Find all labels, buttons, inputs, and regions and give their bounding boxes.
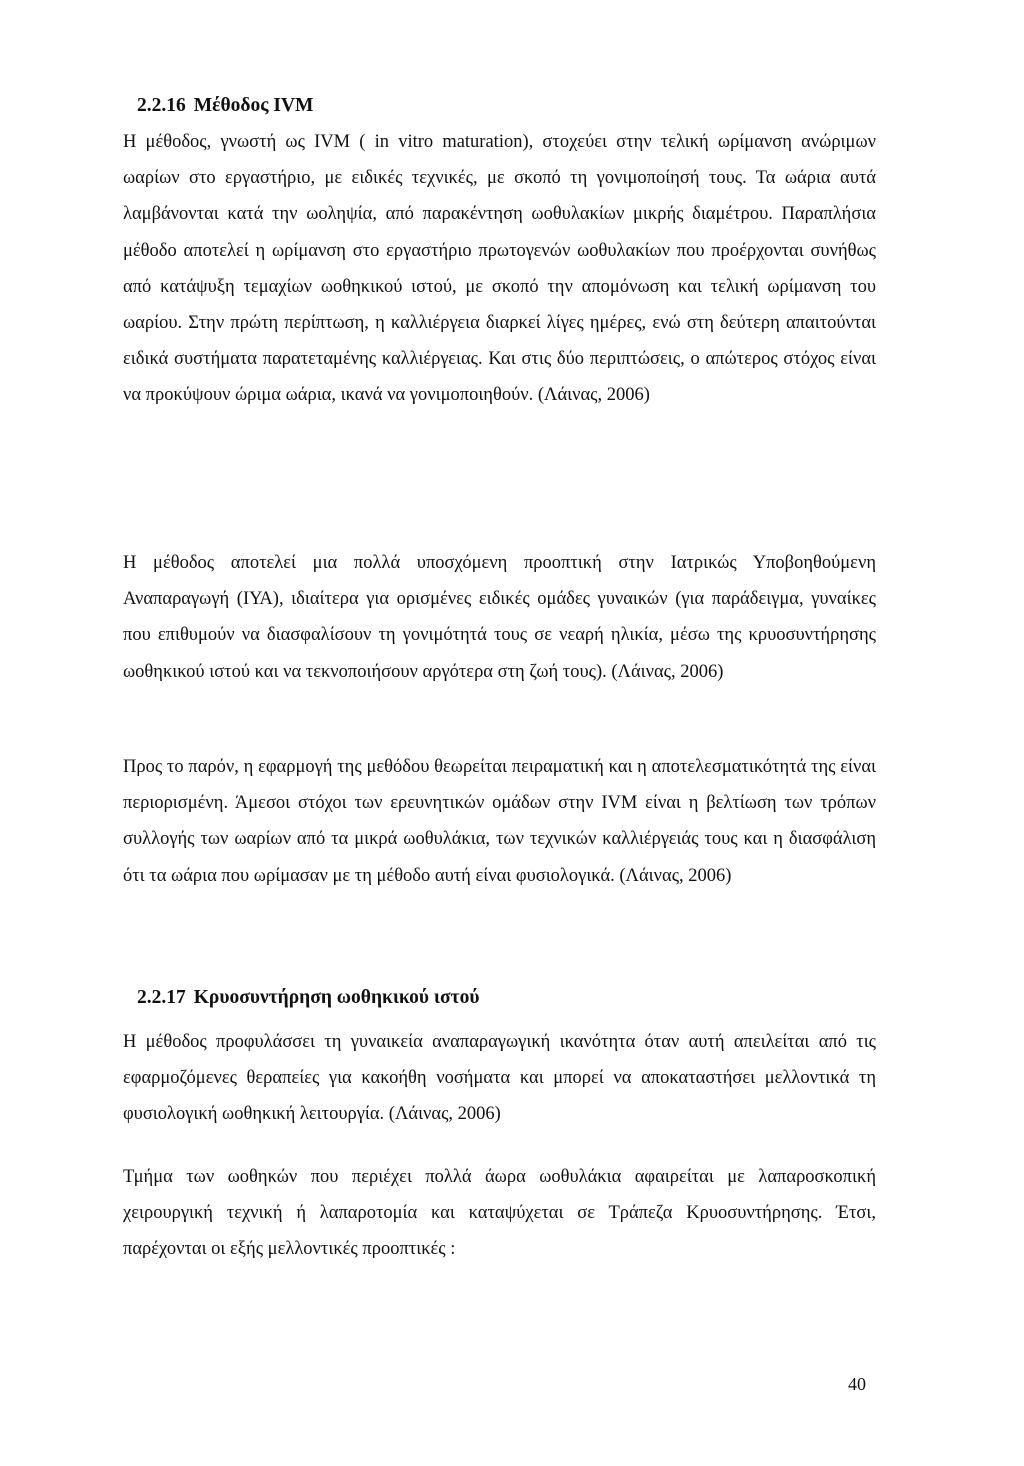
section-number: 2.2.17: [137, 987, 186, 1008]
page-number: 40: [848, 1374, 866, 1394]
section-title: Μέθοδος IVM: [193, 95, 314, 116]
section-number: 2.2.16: [137, 95, 186, 116]
section-title: Κρυοσυντήρηση ωοθηκικού ιστού: [193, 987, 480, 1008]
section-heading-ivm: [137, 94, 313, 118]
paragraph-cryopreservation-procedure: Τμήμα των ωοθηκών που περιέχει πολλά άωρα ωοθυλάκια αφαιρείται με λαπαροσκοπική χειρουργική τεχνική ή λαπαροτομία και καταψύχεται σε Τράπεζα Κρυοσυντήρησης. Έτσι, παρέχονται οι εξής μελλοντικές προοπτικές :: [123, 1167, 876, 1260]
paragraph-ivm-current-status: Προς το παρόν, η εφαρμογή της μεθόδου θεωρείται πειραματική και η αποτελεσματικότητά της είναι περιορισμένη. Άμεσοι στόχοι των ερευνητικών ομάδων στην IVM είναι η βελτίωση των τρόπων συλλογής των ωαρίων από τα μικρά ωοθυλάκια, των τεχνικών καλλιέργειάς τους και η διασφάλιση ότι τα ωάρια που ωρίμασαν με τη μέθοδο αυτή είναι φυσιολογικά. (Λάινας, 2006): [123, 757, 876, 886]
paragraph-ivm-prospects: Η μέθοδος αποτελεί μια πολλά υποσχόμενη προοπτική στην Ιατρικώς Υποβοηθούμενη Αναπαραγωγή (ΙΥΑ), ιδιαίτερα για ορισμένες ειδικές ομάδες γυναικών (για παράδειγμα, γυναίκες που επιθυμούν να διασφαλίσουν τη γονιμότητά τους σε νεαρή ηλικία, μέσω της κρυοσυντήρησης ωοθηκικού ιστού και να τεκνοποιήσουν αργότερα στη ζωή τους). (Λάινας, 2006): [123, 553, 876, 682]
paragraph-ivm-definition: Η μέθοδος, γνωστή ως IVM ( in vitro maturation), στοχεύει στην τελική ωρίμανση ανώριμων ωαρίων στο εργαστήριο, με ειδικές τεχνικές, με σκοπό τη γονιμοποίησή τους. Τα ωάρια αυτά λαμβάνονται κατά την ωοληψία, από παρακέντηση ωοθυλακίων μικρής διαμέτρου. Παραπλήσια μέθοδο αποτελεί η ωρίμανση στο εργαστήριο πρωτογενών ωοθυλακίων που προέρχονται συνήθως από κατάψυξη τεμαχίων ωοθηκικού ιστού, με σκοπό την απομόνωση και τελική ωρίμανση του ωαρίου. Στην πρώτη περίπτωση, η καλλιέργεια διαρκεί λίγες ημέρες, ενώ στη δεύτερη απαιτούνται ειδικά συστήματα παρατεταμένης καλλιέργειας. Και στις δύο περιπτώσεις, ο απώτερος στόχος είναι να προκύψουν ώριμα ωάρια, ικανά να γονιμοποιηθούν. (Λάινας, 2006): [123, 132, 876, 406]
paragraph-cryopreservation-purpose: Η μέθοδος προφυλάσσει τη γυναικεία αναπαραγωγική ικανότητα όταν αυτή απειλείται από τις εφαρμοζόμενες θεραπείες για κακοήθη νοσήματα και μπορεί να αποκαταστήσει μελλοντικά τη φυσιολογική ωοθηκική λειτουργία. (Λάινας, 2006): [123, 1032, 876, 1125]
section-heading-cryopreservation: [137, 986, 479, 1010]
